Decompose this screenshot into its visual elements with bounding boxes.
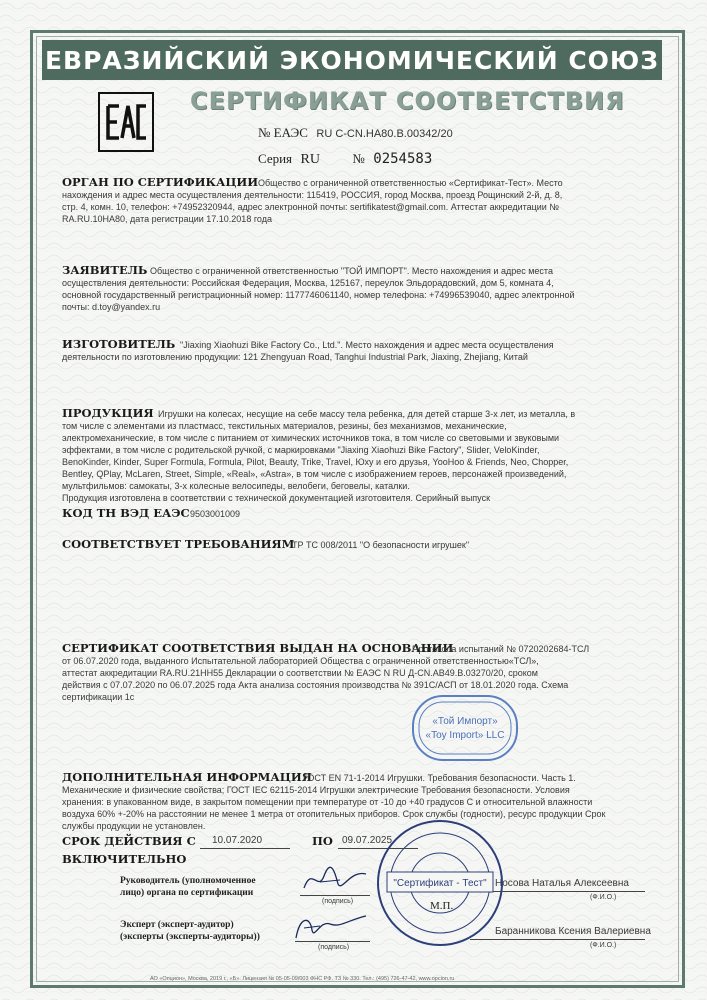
basis-line-4: сертификации 1с bbox=[62, 692, 135, 702]
additional-line-3: воздуха 60% +-20% на расстоянии не менее 1 метра от отопительных приборов. Срок службы (годности), ресурс продукции Срок bbox=[62, 809, 606, 819]
product-label: ПРОДУКЦИЯ bbox=[62, 406, 154, 420]
additional-label: ДОПОЛНИТЕЛЬНАЯ ИНФОРМАЦИЯ bbox=[62, 770, 312, 784]
organ-line-2: нахождения и адрес места осуществления деятельности: 115419, РОССИЯ, город Москва, проезд Рощинский 2-й, д. 8, bbox=[62, 190, 563, 200]
product-line-5: BenoKinder, Kinder, Super Formula, Formula, Pilot, Beauty, Trike, Travel, Юху и его друзья, YooHoo & Friends, Neo, Chopper, bbox=[62, 457, 569, 467]
series-line bbox=[258, 150, 432, 168]
product-line-4: эффектами, в том числе с родительской ручкой, с маркировками "Jiaxing Xiaohuzi Bike Factory", Slider, VeloKinder, bbox=[62, 445, 540, 455]
expert-label-1: Эксперт (эксперт-аудитор) bbox=[120, 920, 234, 930]
product-line-7: мультфильмов: самокаты, 3-х колесные велосипеды, велобеги, беговелы, каталки. bbox=[62, 481, 410, 491]
applicant-line-3: основной государственный регистрационный номер: 1177746061140, номер телефона: +74996539040, адрес электронной bbox=[62, 290, 575, 300]
head-label-2: лицо) органа по сертификации bbox=[120, 888, 254, 898]
head-signature-caption: (подпись) bbox=[322, 898, 354, 905]
product-line-8: Продукция изготовлена в соответствии с технической документацией изготовителя. Серийный выпуск bbox=[62, 493, 491, 503]
organ-line-3: стр. 4, комн. 10, телефон: +74952320944, адрес электронной почты: sertifikatest@gmail.com. Аттестат аккредитации № bbox=[62, 202, 559, 212]
applicant-label: ЗАЯВИТЕЛЬ bbox=[62, 263, 148, 277]
expert-label-2: (эксперты (эксперты-аудиторы)) bbox=[120, 932, 260, 942]
basis-line-3: действия с 07.07.2020 по 06.07.2025 года Акта анализа состояния производства № 391С/АСП от 18.01.2020 года. Схема bbox=[62, 680, 569, 690]
additional-line-2: хранения: в упакованном виде, в закрытом помещении при температуре от -10 до +40 градусов С и относительной влажности bbox=[62, 797, 593, 807]
print-footer: АО «Опцион», Москва, 2019 г., «Б». Лицензия № 05-05-09/003 ФНС РФ. ТЗ № 330. Тел.: (495) 726-47-42, www.opcion.ru bbox=[150, 976, 455, 982]
organ-line-1: Общество с ограниченной ответственностью «Сертификат-Тест». Место bbox=[258, 178, 563, 188]
manufacturer-line-1: "Jiaxing Xiaohuzi Bike Factory Co., Ltd.". Место нахождения и адрес места осуществления bbox=[180, 340, 554, 350]
head-fio-caption: (Ф.И.О.) bbox=[590, 894, 617, 901]
requirements-label: СООТВЕТСТВУЕТ ТРЕБОВАНИЯМ bbox=[62, 537, 295, 551]
head-signature bbox=[300, 862, 370, 896]
requirements-value: ТР ТС 008/2011 "О безопасности игрушек" bbox=[292, 540, 470, 550]
code-value: 9503001009 bbox=[190, 509, 241, 519]
expert-fio-caption: (Ф.И.О.) bbox=[590, 942, 617, 949]
product-line-2: том числе с элементами из пластмасс, текстильных материалов, резины, без механизмов, механические, bbox=[62, 421, 507, 431]
applicant-line-4: почты: d.toy@yandex.ru bbox=[62, 302, 161, 312]
applicant-line-1: Общество с ограниченной ответственностью "ТОЙ ИМПОРТ". Место нахождения и адрес места bbox=[150, 266, 553, 276]
applicant-line-2: осуществления деятельности: Российская Федерация, Москва, 125167, переулок Эльдорадовский, дом 5, комната 4, bbox=[62, 278, 554, 288]
expert-name: Баранникова Ксения Валериевна bbox=[495, 926, 651, 937]
stamp-center-text: "Сертификат - Тест" bbox=[393, 878, 487, 889]
validity-to: 09.07.2025 bbox=[342, 835, 393, 846]
certification-body-stamp bbox=[375, 818, 505, 948]
product-line-3: электромеханические, в том числе с питанием от химических источников тока, в том числе со световыми и звуковыми bbox=[62, 433, 560, 443]
validity-to-label: ПО bbox=[312, 834, 333, 848]
validity-label: СРОК ДЕЙСТВИЯ С bbox=[62, 834, 196, 848]
product-line-6: Bentley, QPlay, McLaren, Street, Simple, «Real», «Astra», в том числе с изображением героев, персонажей произведений, bbox=[62, 469, 567, 479]
series-value: RU bbox=[300, 152, 320, 167]
certificate-title: СЕРТИФИКАТ СООТВЕТСТВИЯ bbox=[190, 87, 625, 115]
head-name: Носова Наталья Алексеевна bbox=[495, 878, 629, 889]
basis-first-line: Протокола испытаний № 0720202684-ТСЛ bbox=[412, 644, 590, 654]
additional-first-line: ГОСТ EN 71-1-2014 Игрушки. Требования безопасности. Часть 1. bbox=[303, 773, 576, 783]
mp-label: М.П. bbox=[430, 900, 454, 912]
toy-import-stamp bbox=[410, 693, 520, 763]
organ-label: ОРГАН ПО СЕРТИФИКАЦИИ bbox=[62, 175, 259, 189]
organ-line-4: RA.RU.10HA80, дата регистрации 17.10.2018 года bbox=[62, 214, 272, 224]
toy-stamp-line-2: «Toy Import» LLC bbox=[425, 730, 505, 741]
eac-logo bbox=[98, 92, 154, 152]
head-label-1: Руководитель (уполномоченное bbox=[120, 876, 256, 886]
additional-line-4: службы продукции не установлен. bbox=[62, 821, 206, 831]
validity-from: 10.07.2020 bbox=[212, 835, 263, 846]
eac-mark-icon bbox=[100, 94, 152, 150]
product-line-1: Игрушки на колесах, несущие на себе массу тела ребенка, для детей старше 3-х лет, из металла, в bbox=[158, 409, 576, 419]
blank-number: 0254583 bbox=[373, 151, 433, 167]
additional-line-1: Механические и физические свойства; ГОСТ IEC 62115-2014 Игрушки электрические Требования безопасности. Условия bbox=[62, 785, 570, 795]
expert-signature bbox=[290, 910, 370, 944]
manufacturer-label: ИЗГОТОВИТЕЛЬ bbox=[62, 337, 176, 351]
toy-stamp-line-1: «Той Импорт» bbox=[432, 716, 498, 727]
validity-inclusive: ВКЛЮЧИТЕЛЬНО bbox=[62, 852, 187, 866]
blank-number-label: № bbox=[352, 151, 365, 166]
expert-signature-caption: (подпись) bbox=[318, 944, 350, 951]
basis-line-1: от 06.07.2020 года, выданного Испытательной лабораторией Общества с ограниченной ответственностью«ТСЛ», bbox=[62, 656, 539, 666]
certificate-number-line bbox=[258, 124, 453, 142]
manufacturer-line-2: деятельности по изготовлению продукции: 121 Zhengyuan Road, Tanghui Industrial Park, Jiaxing, Zhejiang, Китай bbox=[62, 352, 528, 362]
certificate-number: RU C-CN.HA80.B.00342/20 bbox=[316, 128, 453, 140]
union-banner: ЕВРАЗИЙСКИЙ ЭКОНОМИЧЕСКИЙ СОЮЗ bbox=[42, 40, 662, 80]
basis-label: СЕРТИФИКАТ СООТВЕТСТВИЯ ВЫДАН НА ОСНОВАНИИ bbox=[62, 641, 454, 655]
code-label: КОД ТН ВЭД ЕАЭС bbox=[62, 506, 190, 520]
series-label: Серия bbox=[258, 151, 293, 166]
validity-from-underline bbox=[200, 848, 290, 849]
basis-line-2: аттестат аккредитации RA.RU.21HH55 Декларации о соответствии № ЕАЭС N RU Д-CN.AB49.B.03270/20, сроком bbox=[62, 668, 538, 678]
number-label: № ЕАЭС bbox=[258, 125, 308, 140]
